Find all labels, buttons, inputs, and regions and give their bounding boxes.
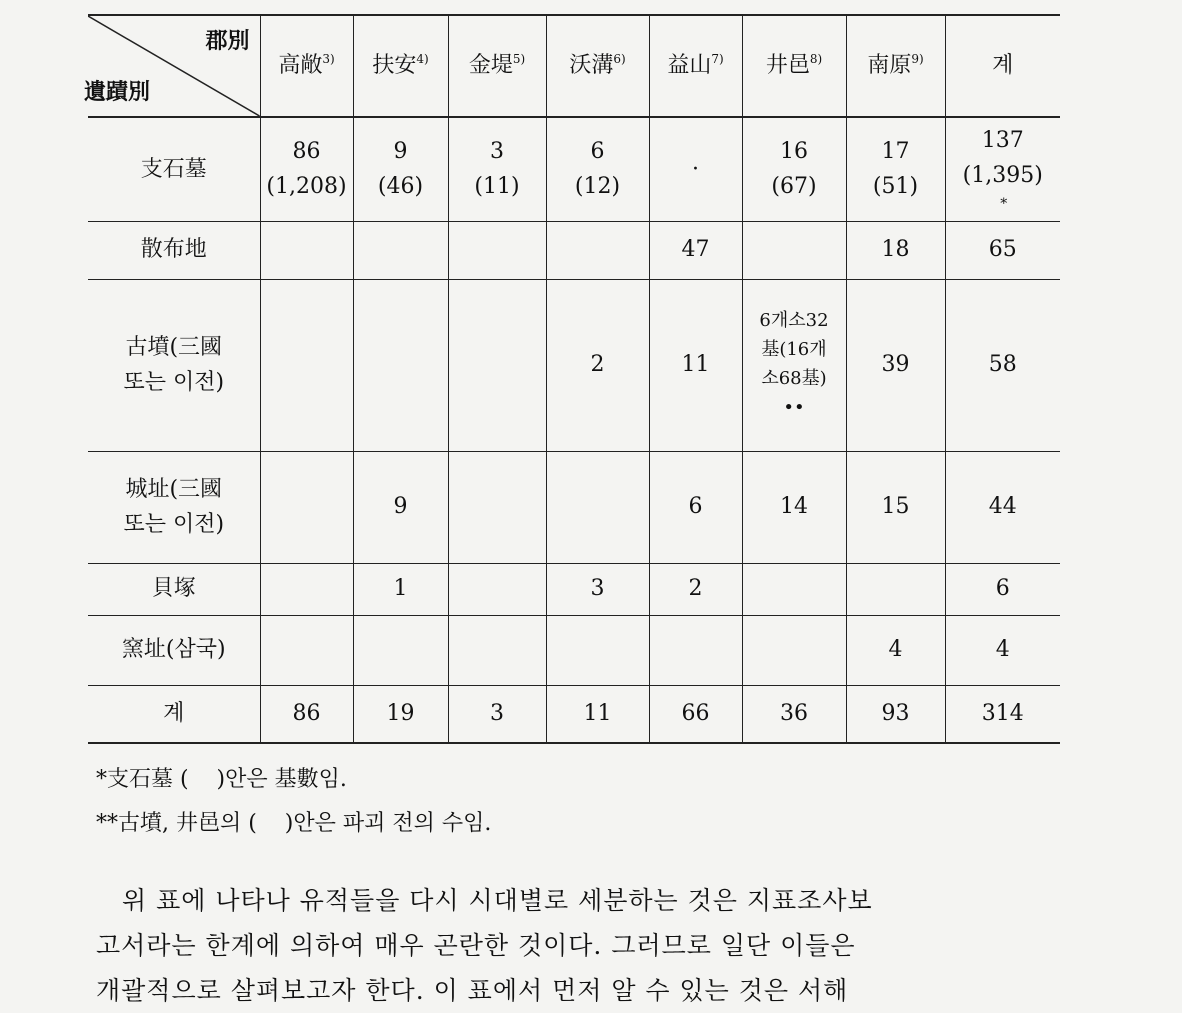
table-cell: 15	[846, 451, 945, 563]
table-cell	[546, 451, 649, 563]
paragraph-line: 개괄적으로 살펴보고자 한다. 이 표에서 먼저 알 수 있는 것은 서해	[96, 976, 849, 1005]
table-cell: 137 (1,395) *	[945, 117, 1060, 221]
table-row-shell-mound	[88, 563, 1060, 615]
row-label-dolmen: 支石墓	[88, 117, 260, 221]
column-header-iksan: 益山$^{7)}$	[649, 15, 742, 117]
table-cell: 1	[353, 563, 448, 615]
table-cell: 6	[649, 451, 742, 563]
table-cell	[353, 615, 448, 685]
table-cell: 314	[945, 685, 1060, 743]
table-cell: 6	[945, 563, 1060, 615]
column-header-total: 계	[945, 15, 1060, 117]
table-cell	[260, 221, 353, 279]
table-cell	[260, 279, 353, 451]
row-label-shell-mound: 貝塚	[88, 563, 260, 615]
table-cell	[260, 451, 353, 563]
table-cell	[353, 221, 448, 279]
column-header-jeongeup: 井邑$^{8)}$	[742, 15, 846, 117]
table-cell: 16 (67)	[742, 117, 846, 221]
table-cell: 14	[742, 451, 846, 563]
table-cell: 44	[945, 451, 1060, 563]
body-paragraph	[96, 878, 1060, 1013]
paragraph-line: 위 표에 나타나 유적들을 다시 시대별로 세분하는 것은 지표조사보	[122, 886, 873, 915]
footnote-dolmen: *支石墓 ( )안은 基數임.	[96, 767, 347, 792]
corner-site-label: 遺蹟別	[84, 78, 151, 105]
table-cell: 4	[846, 615, 945, 685]
table-row-tomb	[88, 279, 1060, 451]
table-cell	[649, 615, 742, 685]
table-cell	[546, 221, 649, 279]
table-footnotes	[96, 758, 491, 846]
table-cell: 11	[546, 685, 649, 743]
table-cell: 47	[649, 221, 742, 279]
dolmen-footnote-mark: *	[1000, 196, 1008, 213]
table-header-row	[88, 15, 1060, 117]
table-cell	[448, 221, 546, 279]
table-cell: 9	[353, 451, 448, 563]
column-header-namwon: 南原$^{9)}$	[846, 15, 945, 117]
table-cell	[742, 615, 846, 685]
table-cell: 3	[546, 563, 649, 615]
table-cell: 9 (46)	[353, 117, 448, 221]
table-cell: ·	[649, 117, 742, 221]
table-cell: 17 (51)	[846, 117, 945, 221]
table-cell: 19	[353, 685, 448, 743]
table-cell	[742, 221, 846, 279]
table-cell: 86	[260, 685, 353, 743]
table-cell	[448, 279, 546, 451]
column-header-buan: 扶安$^{4)}$	[353, 15, 448, 117]
table-cell: 11	[649, 279, 742, 451]
table-cell	[260, 563, 353, 615]
table-cell-jeongeup-tomb: 6개소32 基(16개 소68基) ••	[742, 279, 846, 451]
column-header-gimje: 金堤$^{5)}$	[448, 15, 546, 117]
table-cell	[260, 615, 353, 685]
table-cell: 4	[945, 615, 1060, 685]
table-cell: 93	[846, 685, 945, 743]
table-row-fortress	[88, 451, 1060, 563]
row-label-fortress: 城址(三國 또는 이전)	[88, 451, 260, 563]
column-header-gochang: 高敞$^{3)}$	[260, 15, 353, 117]
table-cell: 86 (1,208)	[260, 117, 353, 221]
table-cell: 39	[846, 279, 945, 451]
table-cell	[448, 451, 546, 563]
table-cell: 6 (12)	[546, 117, 649, 221]
paragraph-line: 고서라는 한계에 의하여 매우 곤란한 것이다. 그러므로 일단 이들은	[96, 931, 856, 960]
table-cell	[742, 563, 846, 615]
table-cell: 2	[546, 279, 649, 451]
table-cell: 18	[846, 221, 945, 279]
table-cell: 66	[649, 685, 742, 743]
footnote-tomb: **古墳, 井邑의 ( )안은 파괴 전의 수임.	[96, 811, 492, 836]
column-header-okgu: 沃溝$^{6)}$	[546, 15, 649, 117]
row-label-tomb: 古墳(三國 또는 이전)	[88, 279, 260, 451]
corner-header-cell	[84, 15, 260, 117]
table-cell: 36	[742, 685, 846, 743]
row-label-total: 계	[88, 685, 260, 743]
table-cell: 3	[448, 685, 546, 743]
table-row-total	[88, 685, 1060, 743]
table-cell	[846, 563, 945, 615]
table-cell	[353, 279, 448, 451]
row-label-scatter: 散布地	[88, 221, 260, 279]
table-cell: 58	[945, 279, 1060, 451]
site-count-table	[84, 14, 1060, 744]
table-row-scatter	[88, 221, 1060, 279]
table-cell: 65	[945, 221, 1060, 279]
table-cell: 2	[649, 563, 742, 615]
row-label-kiln: 窯址(삼국)	[88, 615, 260, 685]
table-cell	[546, 615, 649, 685]
table-cell	[448, 615, 546, 685]
table-row-dolmen	[88, 117, 1060, 221]
table-cell: 3 (11)	[448, 117, 546, 221]
corner-county-label: 郡別	[205, 28, 250, 54]
table-row-kiln	[88, 615, 1060, 685]
table-cell	[448, 563, 546, 615]
